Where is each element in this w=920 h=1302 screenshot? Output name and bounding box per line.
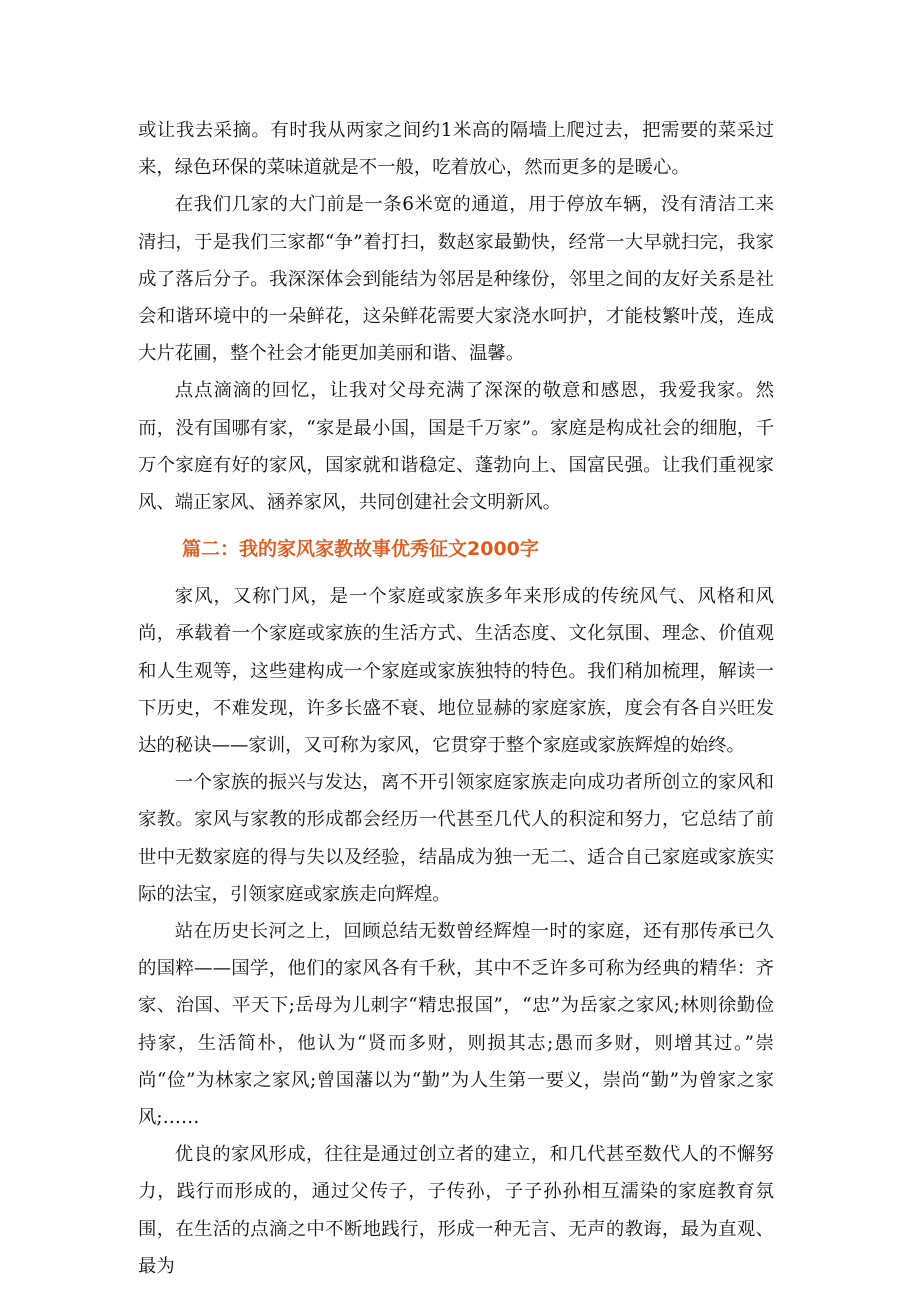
paragraph-neighbors: 在我们几家的大门前是一条6米宽的通道，用于停放车辆，没有清洁工来清扫，于是我们三家都“争”着打扫，数赵家最勤快，经常一大早就扫完，我家成了落后分子。我深深体会到能结为邻居是种缘份，邻里之间的友好关系是社会和谐环境中的一朵鲜花，这朵鲜花需要大家浇水呵护，才能枝繁叶茂，连成大片花圃，整个社会才能更加美丽和谐、温馨。 bbox=[138, 194, 774, 365]
paragraph-continuation: 或让我去采摘。有时我从两家之间约1米高的隔墙上爬过去，把需要的菜采过来，绿色环保的菜味道就是不一般，吃着放心，然而更多的是暖心。 bbox=[138, 120, 774, 179]
paragraph-history-examples: 站在历史长河之上，回顾总结无数曾经辉煌一时的家庭，还有那传承已久的国粹——国学，他们的家风各有千秋，其中不乏许多可称为经典的精华：齐家、治国、平天下;岳母为儿刺字“精忠报国”，“忠”为岳家之家风;林则徐勤俭持家，生活简朴，他认为“贤而多财，则损其志;愚而多财，则增其过。”崇尚“俭”为林家之家风;曾国藩以为“勤”为人生第一要义，崇尚“勤”为曾家之家风;…… bbox=[138, 921, 774, 1129]
document-page bbox=[138, 112, 774, 1285]
paragraph-family-rise: 一个家族的振兴与发达，离不开引领家庭家族走向成功者所创立的家风和家教。家风与家教的形成都会经历一代甚至几代人的积淀和努力，它总结了前世中无数家庭的得与失以及经验，结晶成为独一无二、适合自己家庭或家族实际的法宝，引领家庭或家族走向辉煌。 bbox=[138, 772, 774, 905]
paragraph-family-style-definition: 家风，又称门风，是一个家庭或家族多年来形成的传统风气、风格和风尚，承载着一个家庭或家族的生活方式、生活态度、文化氛围、理念、价值观和人生观等，这些建构成一个家庭或家族独特的特色。我们稍加梳理，解读一下历史，不难发现，许多长盛不衰、地位显赫的家庭家族，度会有各自兴旺发达的秘诀——家训，又可称为家风，它贯穿于整个家庭或家族辉煌的始终。 bbox=[138, 586, 774, 757]
paragraph-good-family-style: 优良的家风形成，往往是通过创立者的建立，和几代甚至数代人的不懈努力，践行而形成的，通过父传子，子传孙，子子孙孙相互濡染的家庭教育氛围，在生活的点滴之中不断地践行，形成一种无言、无声的教诲，最为直观、最为 bbox=[138, 1144, 774, 1277]
paragraph-memories: 点点滴滴的回忆，让我对父母充满了深深的敬意和感恩，我爱我家。然而，没有国哪有家，“家是最小国，国是千万家”。家庭是构成社会的细胞，千万个家庭有好的家风，国家就和谐稳定、蓬勃向上、国富民强。让我们重视家风、端正家风、涵养家风，共同创建社会文明新风。 bbox=[138, 380, 774, 514]
section-heading: 篇二：我的家风家教故事优秀征文2000字 bbox=[182, 538, 539, 561]
